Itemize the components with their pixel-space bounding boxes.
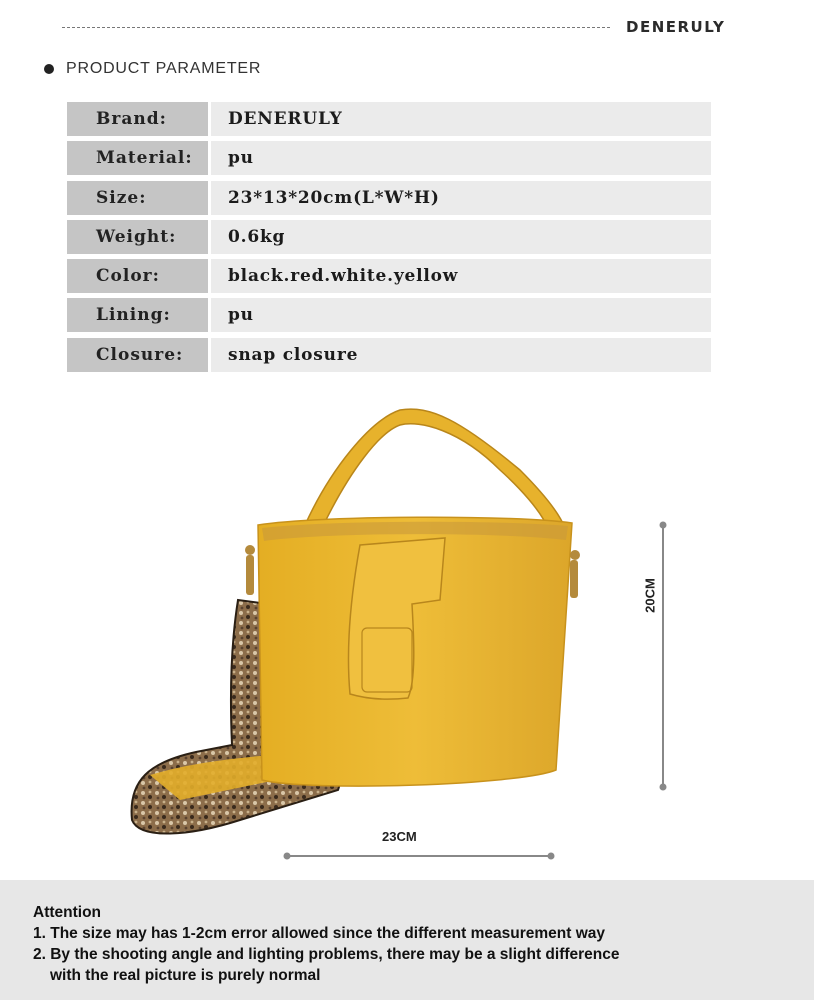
width-label: 23CM xyxy=(382,829,417,844)
attention-item-2-continued: with the real picture is purely normal xyxy=(50,967,321,984)
param-label: Lining: xyxy=(67,298,208,332)
section-heading xyxy=(44,60,261,78)
parameter-table xyxy=(67,102,711,377)
attention-title: Attention xyxy=(33,904,102,921)
product-photo xyxy=(120,395,720,875)
param-row-size xyxy=(67,181,711,215)
param-value: pu xyxy=(211,298,711,332)
param-row-closure xyxy=(67,338,711,372)
param-label: Material: xyxy=(67,141,208,175)
param-label: Closure: xyxy=(67,338,208,372)
strap-ring-right xyxy=(570,550,580,560)
section-title: PRODUCT PARAMETER xyxy=(66,60,262,77)
param-row-material xyxy=(67,141,711,175)
param-label: Brand: xyxy=(67,102,208,136)
attention-item-1: 1. The size may has 1-2cm error allowed since the different measurement way xyxy=(33,925,606,942)
param-label: Weight: xyxy=(67,220,208,254)
attention-item-2: 2. By the shooting angle and lighting problems, there may be a slight difference xyxy=(33,946,620,963)
param-value: black.red.white.yellow xyxy=(211,259,711,293)
strap-ring-left xyxy=(245,545,255,555)
param-row-brand xyxy=(67,102,711,136)
param-label: Color: xyxy=(67,259,208,293)
width-dimension-line xyxy=(284,853,555,860)
param-label: Size: xyxy=(67,181,208,215)
param-value: 0.6kg xyxy=(211,220,711,254)
bag-handle xyxy=(305,409,565,528)
param-value: snap closure xyxy=(211,338,711,372)
bullet-icon xyxy=(44,64,54,74)
param-row-lining xyxy=(67,298,711,332)
param-row-color xyxy=(67,259,711,293)
attention-box xyxy=(0,880,814,1000)
header-dashed-rule xyxy=(62,27,610,28)
param-value: pu xyxy=(211,141,711,175)
height-dimension-line xyxy=(660,522,667,791)
param-value: DENERULY xyxy=(211,102,711,136)
param-value: 23*13*20cm(L*W*H) xyxy=(211,181,711,215)
brand-logo: DENERULY xyxy=(626,18,726,36)
height-label: 20CM xyxy=(642,578,658,613)
param-row-weight xyxy=(67,220,711,254)
